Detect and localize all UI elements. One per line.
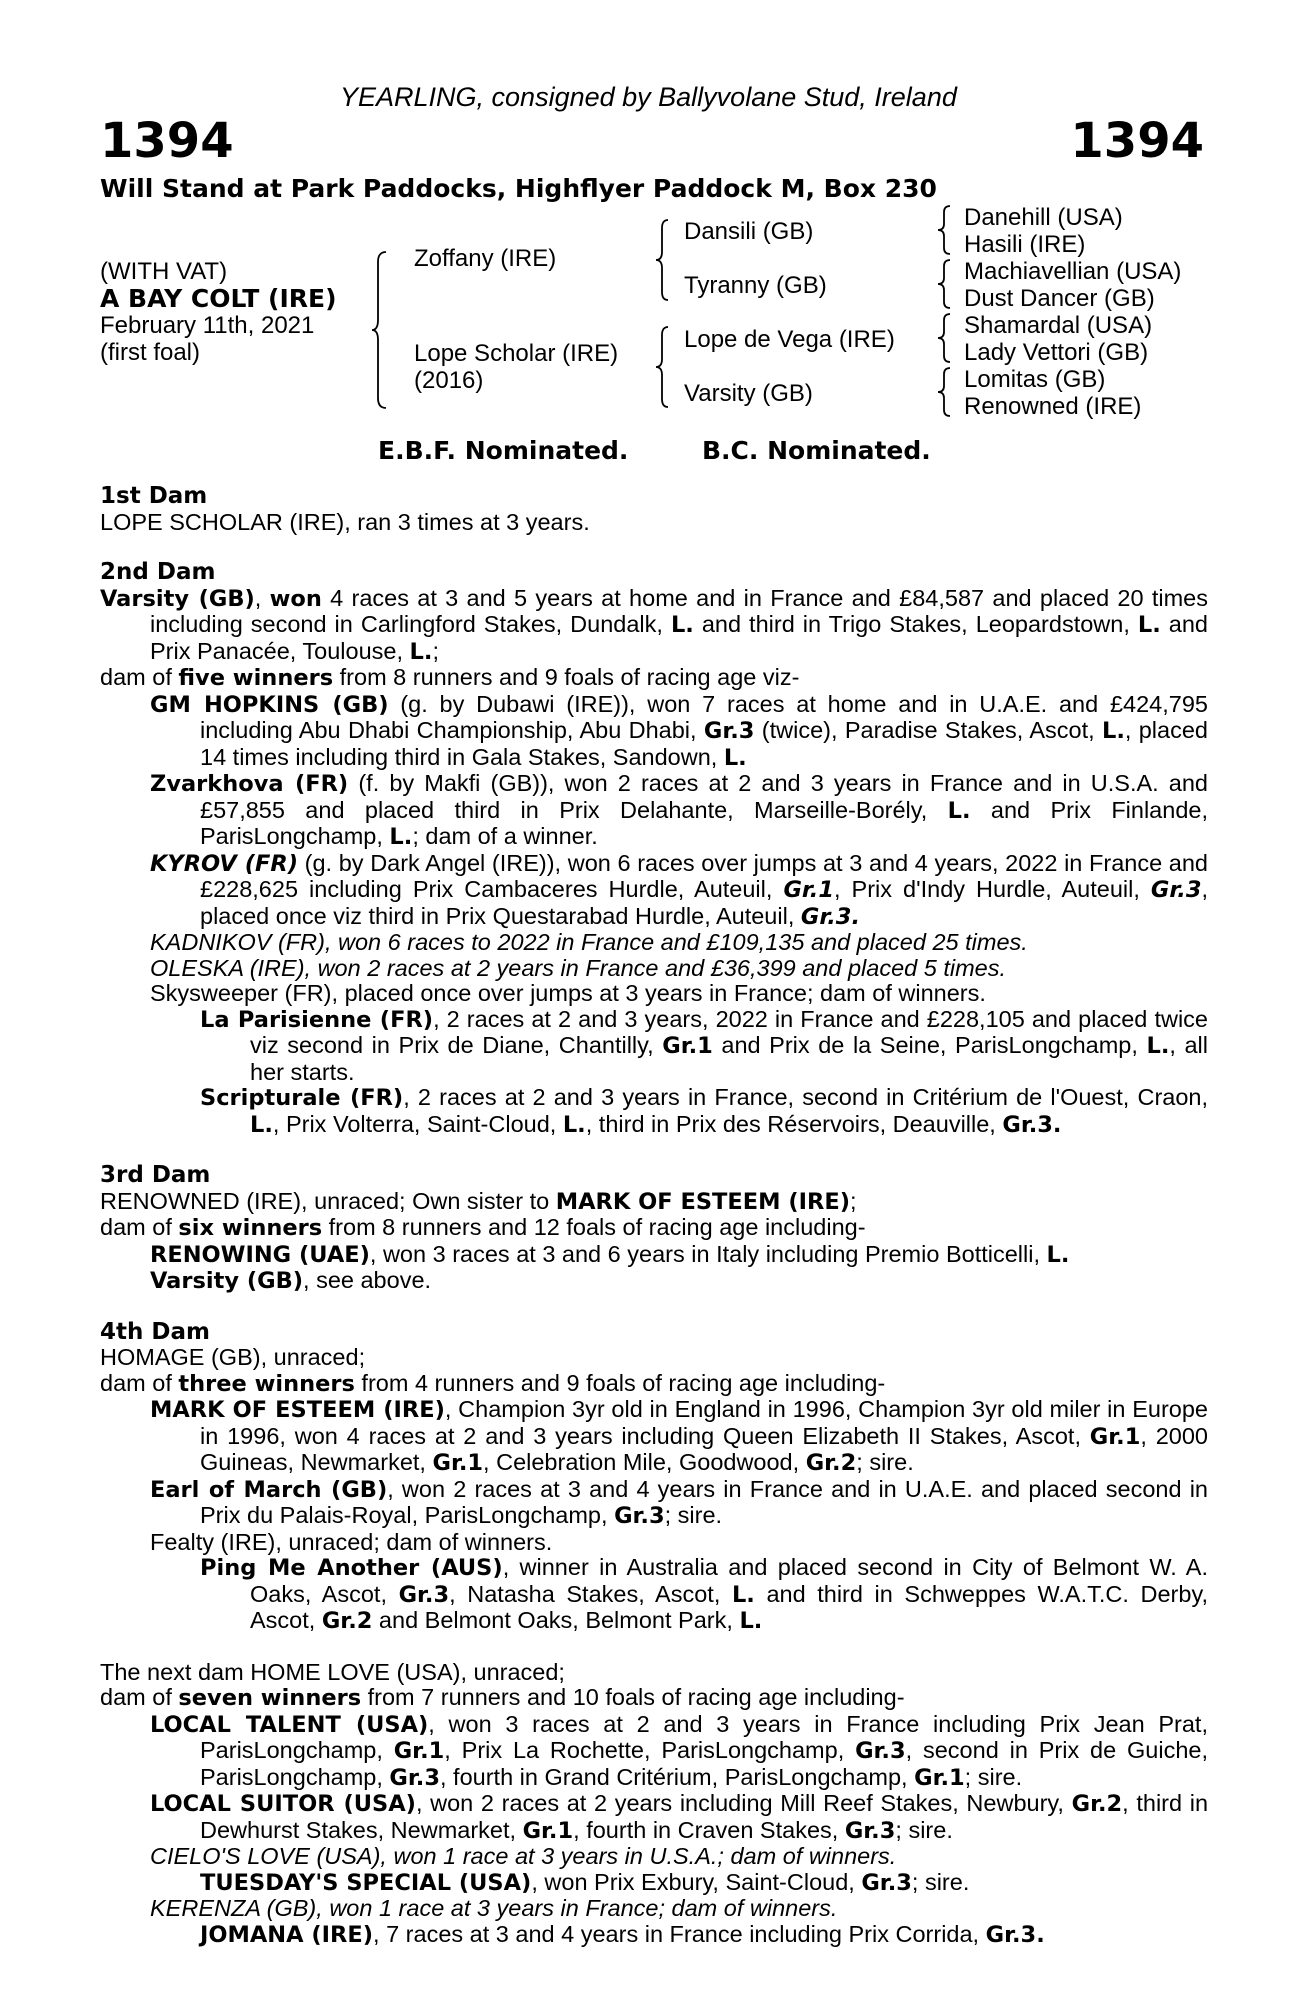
produce-entry: KERENZA (GB), won 1 race at 3 years in France; dam of winners.	[150, 1895, 838, 1921]
text: , placed 14 times including third in Gala Stakes, Sandown,	[200, 717, 1208, 770]
text: ; sire.	[911, 1868, 970, 1895]
vat-note: (WITH VAT)	[100, 258, 228, 285]
listed-mark: L.	[670, 612, 694, 638]
grade-mark: Gr.3	[703, 718, 755, 744]
text: dam of	[100, 1214, 179, 1240]
grade-mark: Gr.1	[432, 1450, 484, 1476]
granddam-3: Lady Vettori (GB)	[964, 339, 1149, 366]
text: , placed once viz third in Prix Questarabad Hurdle, Auteuil,	[200, 876, 1209, 929]
grade-mark: Gr.3	[1002, 1111, 1053, 1138]
text: , second in Prix de Guiche, ParisLongchamp,	[200, 1737, 1208, 1790]
horse-name: Varsity (GB)	[150, 1268, 304, 1294]
first-dam-text: LOPE SCHOLAR (IRE), ran 3 times at 3 years.	[100, 508, 590, 535]
horse-name: Scripturale (FR)	[200, 1085, 404, 1111]
text: , Champion 3yr old in England in 1996, Champion 3yr old miler in Europe in 1996, won 4 races at 2 and 3 years including Queen Elizabeth II Stakes, Ascot,	[200, 1396, 1208, 1449]
winners-count: five winners	[178, 665, 334, 691]
grade-mark: Gr.3	[985, 1921, 1037, 1948]
produce-entry: Fealty (IRE), unraced; dam of winners.	[150, 1528, 553, 1555]
first-dam-heading: 1st Dam	[100, 483, 208, 509]
text: , won Prix Exbury, Saint-Cloud,	[531, 1868, 862, 1895]
produce-entry	[100, 1791, 1208, 1844]
text: and Prix de la Seine, ParisLongchamp,	[712, 1032, 1147, 1058]
text: , won 3 races at 3 and 6 years in Italy including Premio Botticelli,	[369, 1240, 1047, 1267]
pedigree-brace-g1	[938, 204, 954, 256]
second-dam-record	[100, 586, 1208, 666]
text: , Prix La Rochette, ParisLongchamp,	[444, 1737, 856, 1763]
listed-mark: L.	[731, 1581, 755, 1608]
horse-name: Ping Me Another (AUS)	[200, 1555, 503, 1581]
grandsire-3: Shamardal (USA)	[964, 312, 1153, 339]
grade-mark: Gr.2	[1071, 1791, 1123, 1817]
listed-mark: L.	[389, 824, 413, 850]
listed-mark: L.	[409, 638, 433, 665]
listed-mark: L.	[562, 1111, 586, 1138]
next-dam-record: The next dam HOME LOVE (USA), unraced;	[100, 1658, 565, 1685]
text: from 8 runners and 12 foals of racing age including-	[322, 1214, 866, 1240]
pedigree-brace-sire	[656, 218, 672, 302]
text: , 2000 Guineas, Newmarket,	[200, 1422, 1208, 1475]
record-text: ;	[432, 637, 439, 664]
text: .	[1052, 1111, 1062, 1138]
grade-mark: Gr.1	[783, 877, 834, 903]
dam-year: (2016)	[414, 367, 484, 394]
horse-name: KYROV (FR)	[150, 850, 299, 877]
second-dam-heading: 2nd Dam	[100, 559, 216, 585]
fourth-dam-heading: 4th Dam	[100, 1318, 210, 1345]
second-dam-produce-summary	[100, 665, 1208, 692]
third-dam-produce-summary	[100, 1215, 1208, 1242]
text: ; sire.	[895, 1816, 953, 1843]
grandsire-2: Machiavellian (USA)	[964, 258, 1182, 285]
text: dam of	[100, 1684, 179, 1710]
lot-number-right: 1394	[1070, 113, 1204, 169]
produce-entry	[100, 692, 1208, 772]
text: dam of	[100, 664, 179, 690]
pedigree-brace-dam	[656, 325, 672, 409]
lot-number-left: 1394	[100, 113, 234, 169]
text: from 7 runners and 10 foals of racing age including-	[361, 1684, 905, 1710]
text: RENOWNED (IRE), unraced; Own sister to	[100, 1187, 556, 1214]
granddam-4: Renowned (IRE)	[964, 393, 1142, 420]
text: , fourth in Craven Stakes,	[573, 1816, 845, 1843]
text: and Belmont Oaks, Belmont Park,	[372, 1607, 740, 1633]
third-dam-record	[100, 1189, 1208, 1216]
sire-sire: Dansili (GB)	[684, 218, 814, 245]
fourth-dam-produce-summary	[100, 1371, 1208, 1398]
listed-mark: L.	[1101, 718, 1125, 744]
grade-mark: Gr.1	[393, 1738, 445, 1764]
produce-entry	[100, 1085, 1208, 1138]
record-text: and third in Trigo Stakes, Leopardstown,	[693, 611, 1138, 637]
sire-dam: Tyranny (GB)	[684, 272, 827, 299]
grade-mark: Gr.3	[800, 903, 852, 930]
grade-mark: Gr.1	[914, 1764, 965, 1791]
dam: Lope Scholar (IRE)	[414, 340, 619, 367]
winners-count: three winners	[178, 1370, 355, 1397]
grade-mark: Gr.3	[614, 1503, 665, 1529]
text: from 4 runners and 9 foals of racing age including-	[354, 1369, 886, 1396]
granddam-2: Dust Dancer (GB)	[964, 285, 1155, 312]
stand-location: Will Stand at Park Paddocks, Highflyer Paddock M, Box 230	[100, 174, 937, 203]
produce-entry	[100, 851, 1208, 931]
grade-mark: Gr.3	[855, 1738, 906, 1764]
produce-entry	[100, 1397, 1208, 1477]
produce-entry	[100, 1007, 1208, 1086]
grade-mark: Gr.3	[389, 1764, 440, 1791]
lot-subject-name: A BAY COLT (IRE)	[100, 284, 337, 313]
dam-dam: Varsity (GB)	[684, 380, 813, 407]
produce-entry	[100, 1268, 1208, 1295]
foal-note: (first foal)	[100, 339, 201, 366]
horse-name: Earl of March (GB)	[150, 1476, 388, 1503]
comma: ,	[254, 584, 270, 611]
listed-mark: L.	[723, 744, 747, 771]
pedigree-brace-g2	[938, 258, 954, 310]
grade-mark: Gr.1	[522, 1817, 574, 1844]
consignment-line: YEARLING, consigned by Ballyvolane Stud, Ireland	[340, 82, 957, 112]
foaling-date: February 11th, 2021	[100, 312, 315, 339]
listed-mark: L.	[947, 797, 971, 824]
grade-mark: Gr.1	[1089, 1423, 1141, 1450]
text: (twice), Paradise Stakes, Ascot,	[754, 717, 1102, 743]
produce-entry	[100, 771, 1208, 851]
text: , 2 races at 2 and 3 years in France, second in Critérium de l'Ouest, Craon,	[403, 1084, 1209, 1110]
text: ; sire.	[664, 1502, 723, 1528]
text: , see above.	[303, 1267, 432, 1293]
text: , Natasha Stakes, Ascot,	[449, 1580, 732, 1607]
horse-name: La Parisienne (FR)	[200, 1006, 434, 1033]
text: (g. by Dubawi (IRE)), won 7 races at home and in U.A.E. and £424,795 including Abu Dhabi Championship, Abu Dhabi,	[200, 690, 1208, 743]
text: , third in Prix des Réservoirs, Deauville,	[585, 1110, 1003, 1137]
won-label: won	[269, 585, 322, 612]
text: , all her starts.	[250, 1032, 1208, 1085]
produce-entry: OLESKA (IRE), won 2 races at 2 years in France and £36,399 and placed 5 times.	[150, 954, 1007, 981]
horse-name: RENOWING (UAE)	[150, 1241, 370, 1268]
grade-mark: Gr.3	[1150, 877, 1202, 903]
listed-mark: L.	[1046, 1241, 1070, 1268]
grandsire-4: Lomitas (GB)	[964, 366, 1106, 393]
horse-name: MARK OF ESTEEM (IRE)	[555, 1188, 850, 1215]
next-dam-produce-summary	[100, 1685, 1208, 1712]
winners-count: six winners	[178, 1215, 323, 1241]
text: , won 2 races at 3 and 4 years in France and in U.A.E. and placed second in Prix du Palais-Royal, ParisLongchamp,	[200, 1475, 1208, 1528]
text: , won 2 races at 2 years including Mill Reef Stakes, Newbury,	[415, 1790, 1072, 1816]
text: , 2 races at 2 and 3 years, 2022 in France and £228,105 and placed twice viz second in Prix de Diane, Chantilly,	[250, 1005, 1208, 1058]
text: , third in Dewhurst Stakes, Newmarket,	[200, 1790, 1209, 1843]
horse-name: JOMANA (IRE)	[200, 1921, 374, 1948]
grade-mark: Gr.1	[662, 1033, 713, 1059]
fourth-dam-record: HOMAGE (GB), unraced;	[100, 1344, 366, 1370]
horse-name: MARK OF ESTEEM (IRE)	[150, 1397, 445, 1423]
produce-entry	[100, 1922, 1208, 1949]
text: .	[1036, 1921, 1045, 1948]
grade-mark: Gr.3	[861, 1869, 912, 1896]
text: dam of	[100, 1369, 179, 1396]
horse-name: Zvarkhova (FR)	[150, 771, 349, 797]
listed-mark: L.	[1146, 1033, 1170, 1059]
dam-sire: Lope de Vega (IRE)	[684, 326, 895, 353]
record-text: 4 races at 3 and 5 years at home and in France and £84,587 and placed 20 times including second in Carlingford Stakes, Dundalk,	[150, 584, 1209, 637]
pedigree-brace-g4	[938, 366, 954, 418]
third-dam-heading: 3rd Dam	[100, 1162, 211, 1188]
sire: Zoffany (IRE)	[414, 245, 557, 272]
pedigree-brace-main	[372, 250, 392, 410]
grade-mark: Gr.3	[844, 1817, 896, 1844]
text: , won 3 races at 2 and 3 years in France including Prix Jean Prat, ParisLongchamp,	[200, 1710, 1208, 1763]
grandsire-1: Danehill (USA)	[964, 204, 1123, 231]
record-text: and Prix Panacée, Toulouse,	[150, 611, 1208, 664]
grade-mark: Gr.3	[398, 1581, 450, 1608]
text: , 7 races at 3 and 4 years in France including Prix Corrida,	[373, 1920, 986, 1947]
grade-mark: Gr.2	[321, 1608, 373, 1634]
horse-name: TUESDAY'S SPECIAL (USA)	[200, 1869, 532, 1896]
produce-entry: KADNIKOV (FR), won 6 races to 2022 in France and £109,135 and placed 25 times.	[150, 929, 1028, 955]
text: (g. by Dark Angel (IRE)), won 6 races over jumps at 3 and 4 years, 2022 in France and £228,625 including Prix Cambaceres Hurdle, Auteuil,	[200, 849, 1208, 902]
produce-record	[100, 484, 1208, 1948]
horse-name: LOCAL SUITOR (USA)	[150, 1791, 416, 1817]
pedigree-brace-g3	[938, 312, 954, 364]
horse-name: LOCAL TALENT (USA)	[150, 1711, 429, 1738]
text: ; sire.	[856, 1449, 914, 1475]
text: , fourth in Grand Critérium, ParisLongchamp,	[439, 1763, 915, 1790]
text: , winner in Australia and placed second in City of Belmont W. A. Oaks, Ascot,	[250, 1554, 1209, 1607]
ebf-nominated: E.B.F. Nominated.	[378, 436, 629, 465]
bc-nominated: B.C. Nominated.	[702, 436, 931, 465]
produce-entry: Skysweeper (FR), placed once over jumps at 3 years in France; dam of winners.	[150, 980, 986, 1006]
text: (f. by Makfi (GB)), won 2 races at 2 and 3 years in France and in U.S.A. and £57,855 and placed third in Prix Delahante, Marseille-Borély,	[200, 770, 1208, 823]
text: and Prix Finlande, ParisLongchamp,	[200, 796, 1208, 849]
produce-entry	[100, 1242, 1208, 1269]
produce-entry: CIELO'S LOVE (USA), won 1 race at 3 years in U.S.A.; dam of winners.	[150, 1843, 897, 1869]
produce-entry	[100, 1555, 1208, 1635]
horse-name: GM HOPKINS (GB)	[150, 691, 389, 718]
grade-mark: Gr.2	[805, 1450, 857, 1476]
text: ;	[850, 1187, 857, 1214]
produce-entry	[100, 1477, 1208, 1530]
produce-entry	[100, 1712, 1208, 1792]
horse-name: Varsity (GB)	[100, 585, 255, 612]
listed-mark: L.	[250, 1111, 273, 1138]
listed-mark: L.	[739, 1608, 763, 1634]
granddam-1: Hasili (IRE)	[964, 231, 1086, 258]
listed-mark: L.	[1137, 612, 1161, 638]
text: ; dam of a winner.	[412, 823, 598, 849]
text: , Prix Volterra, Saint-Cloud,	[272, 1110, 563, 1137]
text: .	[851, 903, 861, 930]
produce-entry	[100, 1870, 1208, 1897]
text: from 8 runners and 9 foals of racing age viz-	[333, 664, 800, 690]
text: ; sire.	[964, 1763, 1023, 1790]
text: , Prix d'Indy Hurdle, Auteuil,	[834, 876, 1151, 902]
winners-count: seven winners	[178, 1685, 362, 1711]
text: , Celebration Mile, Goodwood,	[483, 1449, 806, 1475]
text: and third in Schweppes W.A.T.C. Derby, Ascot,	[250, 1580, 1208, 1633]
